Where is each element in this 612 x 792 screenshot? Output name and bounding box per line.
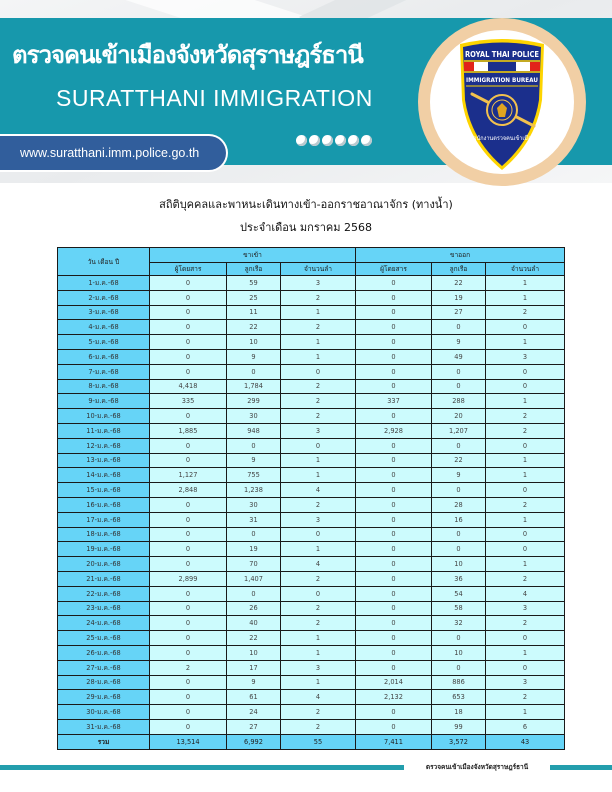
cell-in-ships: 2: [281, 705, 356, 720]
cell-date: 28-ม.ค.-68: [58, 675, 150, 690]
cell-in-passengers: 0: [150, 364, 227, 379]
cell-out-crew: 0: [432, 379, 486, 394]
cell-out-passengers: 2,132: [356, 690, 432, 705]
cell-in-ships: 2: [281, 290, 356, 305]
table-row: [58, 423, 565, 438]
cell-in-passengers: 0: [150, 645, 227, 660]
cell-out-crew: 16: [432, 512, 486, 527]
cell-out-crew: 27: [432, 305, 486, 320]
cell-out-ships: 2: [486, 409, 565, 424]
cell-date: 11-ม.ค.-68: [58, 423, 150, 438]
table-row: [58, 601, 565, 616]
cell-out-ships: 1: [486, 276, 565, 291]
dot-icon: [322, 135, 333, 146]
cell-date: 30-ม.ค.-68: [58, 705, 150, 720]
cell-in-ships: 1: [281, 631, 356, 646]
cell-out-passengers: 0: [356, 631, 432, 646]
cell-in-ships: 2: [281, 497, 356, 512]
cell-in-ships: 2: [281, 320, 356, 335]
cell-in-crew: 1,238: [227, 483, 281, 498]
cell-out-crew: 28: [432, 497, 486, 512]
cell-out-passengers: 0: [356, 438, 432, 453]
table-row: [58, 645, 565, 660]
table-row: [58, 719, 565, 734]
table-row: [58, 586, 565, 601]
cell-in-crew: 9: [227, 349, 281, 364]
cell-out-passengers: 0: [356, 527, 432, 542]
cell-out-ships: 3: [486, 675, 565, 690]
table-row: [58, 335, 565, 350]
cell-out-ships: 2: [486, 571, 565, 586]
total-out-passengers: 7,411: [356, 734, 432, 749]
cell-in-passengers: 2: [150, 660, 227, 675]
cell-out-ships: 0: [486, 438, 565, 453]
cell-in-crew: 948: [227, 423, 281, 438]
cell-date: 17-ม.ค.-68: [58, 512, 150, 527]
cell-out-ships: 0: [486, 660, 565, 675]
cell-date: 4-ม.ค.-68: [58, 320, 150, 335]
cell-in-ships: 1: [281, 305, 356, 320]
cell-out-crew: 0: [432, 542, 486, 557]
cell-date: 8-ม.ค.-68: [58, 379, 150, 394]
cell-out-crew: 0: [432, 660, 486, 675]
cell-date: 5-ม.ค.-68: [58, 335, 150, 350]
logo-inner-circle: [430, 30, 574, 174]
cell-out-passengers: 0: [356, 320, 432, 335]
cell-out-crew: 58: [432, 601, 486, 616]
statistics-table: [57, 247, 565, 750]
cell-out-crew: 49: [432, 349, 486, 364]
cell-out-passengers: 0: [356, 379, 432, 394]
table-row: [58, 705, 565, 720]
table-row: [58, 320, 565, 335]
cell-out-passengers: 0: [356, 557, 432, 572]
cell-in-ships: 4: [281, 557, 356, 572]
logo-top-text: ROYAL THAI POLICE: [465, 50, 539, 59]
cell-in-crew: 59: [227, 276, 281, 291]
cell-in-ships: 3: [281, 660, 356, 675]
cell-out-passengers: 0: [356, 364, 432, 379]
cell-in-crew: 30: [227, 497, 281, 512]
cell-in-crew: 1,407: [227, 571, 281, 586]
cell-in-passengers: 0: [150, 438, 227, 453]
cell-out-crew: 9: [432, 335, 486, 350]
cell-out-passengers: 0: [356, 483, 432, 498]
cell-in-passengers: 0: [150, 586, 227, 601]
cell-out-passengers: 0: [356, 497, 432, 512]
cell-date: 9-ม.ค.-68: [58, 394, 150, 409]
cell-in-ships: 4: [281, 690, 356, 705]
cell-date: 14-ม.ค.-68: [58, 468, 150, 483]
table-row: [58, 349, 565, 364]
cell-in-crew: 70: [227, 557, 281, 572]
cell-in-ships: 2: [281, 409, 356, 424]
cell-in-passengers: 0: [150, 675, 227, 690]
footer-text: ตรวจคนเข้าเมืองจังหวัดสุราษฎร์ธานี: [425, 763, 529, 771]
cell-date: 19-ม.ค.-68: [58, 542, 150, 557]
cell-out-ships: 2: [486, 305, 565, 320]
cell-in-passengers: 0: [150, 497, 227, 512]
cell-in-crew: 27: [227, 719, 281, 734]
cell-out-crew: 0: [432, 631, 486, 646]
cell-out-ships: 1: [486, 335, 565, 350]
cell-out-crew: 10: [432, 645, 486, 660]
cell-in-ships: 0: [281, 364, 356, 379]
cell-in-passengers: 335: [150, 394, 227, 409]
cell-out-passengers: 0: [356, 645, 432, 660]
cell-in-passengers: 0: [150, 320, 227, 335]
cell-in-crew: 299: [227, 394, 281, 409]
flag-red-left: [464, 62, 474, 71]
cell-in-passengers: 1,127: [150, 468, 227, 483]
flag-red-right: [530, 62, 540, 71]
table-row: [58, 453, 565, 468]
table-row: [58, 616, 565, 631]
cell-date: 29-ม.ค.-68: [58, 690, 150, 705]
cell-out-crew: 99: [432, 719, 486, 734]
cell-out-ships: 1: [486, 290, 565, 305]
cell-date: 2-ม.ค.-68: [58, 290, 150, 305]
cell-out-passengers: 2,928: [356, 423, 432, 438]
cell-in-ships: 1: [281, 335, 356, 350]
dot-icon: [309, 135, 320, 146]
cell-in-crew: 10: [227, 335, 281, 350]
cell-out-passengers: 0: [356, 512, 432, 527]
cell-out-crew: 0: [432, 364, 486, 379]
cell-out-ships: 2: [486, 423, 565, 438]
table-row: [58, 631, 565, 646]
column-header-in-crew: ลูกเรือ: [227, 263, 281, 276]
cell-out-crew: 0: [432, 527, 486, 542]
table-row: [58, 675, 565, 690]
cell-in-passengers: 0: [150, 335, 227, 350]
cell-date: 22-ม.ค.-68: [58, 586, 150, 601]
cell-in-ships: 3: [281, 512, 356, 527]
dot-icon: [335, 135, 346, 146]
cell-out-crew: 54: [432, 586, 486, 601]
cell-date: 15-ม.ค.-68: [58, 483, 150, 498]
cell-in-crew: 61: [227, 690, 281, 705]
cell-out-passengers: 2,014: [356, 675, 432, 690]
cell-out-crew: 20: [432, 409, 486, 424]
cell-in-passengers: 0: [150, 512, 227, 527]
cell-date: 31-ม.ค.-68: [58, 719, 150, 734]
cell-in-crew: 0: [227, 364, 281, 379]
cell-out-passengers: 0: [356, 719, 432, 734]
cell-date: 27-ม.ค.-68: [58, 660, 150, 675]
cell-in-ships: 3: [281, 276, 356, 291]
cell-in-crew: 11: [227, 305, 281, 320]
cell-date: 13-ม.ค.-68: [58, 453, 150, 468]
cell-in-crew: 9: [227, 453, 281, 468]
cell-in-ships: 2: [281, 601, 356, 616]
cell-in-passengers: 0: [150, 631, 227, 646]
table-row: [58, 468, 565, 483]
cell-out-ships: 3: [486, 349, 565, 364]
cell-date: 12-ม.ค.-68: [58, 438, 150, 453]
cell-out-ships: 0: [486, 379, 565, 394]
cell-in-passengers: 0: [150, 616, 227, 631]
cell-out-ships: 1: [486, 468, 565, 483]
cell-out-crew: 22: [432, 276, 486, 291]
cell-in-crew: 9: [227, 675, 281, 690]
cell-in-passengers: 0: [150, 290, 227, 305]
table-row: [58, 276, 565, 291]
cell-out-crew: 36: [432, 571, 486, 586]
cell-out-ships: 1: [486, 645, 565, 660]
cell-out-ships: 1: [486, 705, 565, 720]
cell-in-passengers: 0: [150, 705, 227, 720]
cell-out-passengers: 0: [356, 616, 432, 631]
table-row: [58, 497, 565, 512]
cell-in-passengers: 0: [150, 557, 227, 572]
cell-date: 16-ม.ค.-68: [58, 497, 150, 512]
cell-out-ships: 2: [486, 690, 565, 705]
cell-in-crew: 17: [227, 660, 281, 675]
cell-in-ships: 4: [281, 483, 356, 498]
cell-in-ships: 1: [281, 675, 356, 690]
dot-icon: [348, 135, 359, 146]
cell-in-ships: 2: [281, 719, 356, 734]
cell-in-ships: 2: [281, 379, 356, 394]
table-body: [58, 276, 565, 735]
logo-middle-text: IMMIGRATION BUREAU: [466, 77, 539, 84]
cell-in-crew: 0: [227, 438, 281, 453]
cell-out-crew: 0: [432, 438, 486, 453]
cell-out-crew: 18: [432, 705, 486, 720]
cell-out-ships: 1: [486, 512, 565, 527]
cell-date: 10-ม.ค.-68: [58, 409, 150, 424]
cell-out-passengers: 0: [356, 705, 432, 720]
cell-date: 18-ม.ค.-68: [58, 527, 150, 542]
cell-out-crew: 9: [432, 468, 486, 483]
cell-in-passengers: 0: [150, 542, 227, 557]
cell-out-passengers: 0: [356, 276, 432, 291]
cell-in-ships: 2: [281, 616, 356, 631]
column-group-inbound: ขาเข้า: [150, 248, 356, 263]
total-in-ships: 55: [281, 734, 356, 749]
cell-in-crew: 26: [227, 601, 281, 616]
table-row: [58, 483, 565, 498]
cell-out-passengers: 0: [356, 453, 432, 468]
cell-in-crew: 22: [227, 631, 281, 646]
cell-out-passengers: 0: [356, 601, 432, 616]
cell-out-passengers: 0: [356, 542, 432, 557]
cell-in-ships: 1: [281, 542, 356, 557]
cell-out-passengers: 0: [356, 335, 432, 350]
cell-out-passengers: 0: [356, 468, 432, 483]
cell-out-passengers: 0: [356, 586, 432, 601]
cell-in-ships: 2: [281, 394, 356, 409]
cell-in-passengers: 0: [150, 601, 227, 616]
cell-out-ships: 4: [486, 586, 565, 601]
cell-in-passengers: 0: [150, 276, 227, 291]
cell-in-passengers: 0: [150, 719, 227, 734]
cell-out-ships: 0: [486, 364, 565, 379]
column-header-date: วัน เดือน ปี: [58, 248, 150, 276]
cell-out-crew: 10: [432, 557, 486, 572]
cell-in-passengers: 2,848: [150, 483, 227, 498]
column-header-in-passengers: ผู้โดยสาร: [150, 263, 227, 276]
cell-in-passengers: 0: [150, 349, 227, 364]
cell-in-crew: 0: [227, 586, 281, 601]
cell-in-crew: 31: [227, 512, 281, 527]
cell-out-ships: 3: [486, 601, 565, 616]
logo-bottom-text: สำนักงานตรวจคนเข้าเมือง: [470, 135, 540, 142]
cell-date: 24-ม.ค.-68: [58, 616, 150, 631]
total-in-passengers: 13,514: [150, 734, 227, 749]
cell-out-crew: 653: [432, 690, 486, 705]
column-header-out-ships: จำนวนลำ: [486, 263, 565, 276]
total-row: [58, 734, 565, 749]
cell-date: 7-ม.ค.-68: [58, 364, 150, 379]
cell-in-ships: 1: [281, 468, 356, 483]
table-row: [58, 512, 565, 527]
cell-date: 3-ม.ค.-68: [58, 305, 150, 320]
cell-in-passengers: 1,885: [150, 423, 227, 438]
cell-in-crew: 0: [227, 527, 281, 542]
cell-out-crew: 288: [432, 394, 486, 409]
document-subtitle: ประจำเดือน มกราคม 2568: [239, 221, 373, 234]
dot-icon: [296, 135, 307, 146]
cell-in-passengers: 0: [150, 527, 227, 542]
cell-out-crew: 32: [432, 616, 486, 631]
cell-date: 21-ม.ค.-68: [58, 571, 150, 586]
cell-in-ships: 0: [281, 527, 356, 542]
cell-out-passengers: 0: [356, 290, 432, 305]
cell-out-ships: 1: [486, 557, 565, 572]
cell-out-ships: 0: [486, 631, 565, 646]
cell-in-passengers: 2,899: [150, 571, 227, 586]
cell-in-ships: 0: [281, 586, 356, 601]
table-row: [58, 305, 565, 320]
cell-in-passengers: 4,418: [150, 379, 227, 394]
cell-out-crew: 0: [432, 483, 486, 498]
cell-in-ships: 1: [281, 453, 356, 468]
cell-in-crew: 40: [227, 616, 281, 631]
cell-out-passengers: 337: [356, 394, 432, 409]
header-title-english: SURATTHANI IMMIGRATION: [56, 85, 373, 111]
cell-date: 25-ม.ค.-68: [58, 631, 150, 646]
cell-out-ships: 6: [486, 719, 565, 734]
cell-date: 6-ม.ค.-68: [58, 349, 150, 364]
cell-in-crew: 22: [227, 320, 281, 335]
cell-in-passengers: 0: [150, 690, 227, 705]
cell-out-passengers: 0: [356, 349, 432, 364]
table-row: [58, 379, 565, 394]
total-out-ships: 43: [486, 734, 565, 749]
cell-out-crew: 22: [432, 453, 486, 468]
cell-out-ships: 0: [486, 542, 565, 557]
column-header-out-passengers: ผู้โดยสาร: [356, 263, 432, 276]
cell-out-ships: 0: [486, 483, 565, 498]
cell-out-ships: 0: [486, 527, 565, 542]
total-in-crew: 6,992: [227, 734, 281, 749]
cell-in-crew: 25: [227, 290, 281, 305]
cell-in-crew: 10: [227, 645, 281, 660]
cell-in-ships: 1: [281, 349, 356, 364]
cell-in-crew: 755: [227, 468, 281, 483]
cell-in-ships: 2: [281, 571, 356, 586]
cell-out-crew: 886: [432, 675, 486, 690]
decorative-dots: [296, 135, 372, 146]
table-row: [58, 409, 565, 424]
table-row: [58, 290, 565, 305]
cell-out-ships: 2: [486, 616, 565, 631]
cell-out-passengers: 0: [356, 660, 432, 675]
police-badge-logo: [418, 18, 586, 186]
cell-in-ships: 1: [281, 645, 356, 660]
website-url[interactable]: www.suratthani.imm.police.go.th: [20, 146, 200, 160]
cell-in-passengers: 0: [150, 409, 227, 424]
table-row: [58, 690, 565, 705]
table-row: [58, 660, 565, 675]
cell-out-passengers: 0: [356, 409, 432, 424]
cell-date: 20-ม.ค.-68: [58, 557, 150, 572]
cell-date: 1-ม.ค.-68: [58, 276, 150, 291]
cell-out-crew: 1,207: [432, 423, 486, 438]
table-row: [58, 557, 565, 572]
cell-date: 26-ม.ค.-68: [58, 645, 150, 660]
document-title: สถิติบุคคลและพาหนะเดินทางเข้า-ออกราชอาณาจักร (ทางน้ำ): [159, 198, 453, 211]
table-row: [58, 364, 565, 379]
dot-icon: [361, 135, 372, 146]
cell-out-ships: 1: [486, 453, 565, 468]
table-row: [58, 438, 565, 453]
cell-out-passengers: 0: [356, 571, 432, 586]
footer-bar-right: [550, 765, 612, 770]
cell-out-ships: 1: [486, 394, 565, 409]
table-row: [58, 571, 565, 586]
police-shield-icon: [430, 30, 574, 174]
cell-out-ships: 0: [486, 320, 565, 335]
total-label: รวม: [58, 734, 150, 749]
cell-out-crew: 0: [432, 320, 486, 335]
column-header-out-crew: ลูกเรือ: [432, 263, 486, 276]
cell-in-ships: 3: [281, 423, 356, 438]
cell-in-passengers: 0: [150, 305, 227, 320]
cell-out-crew: 19: [432, 290, 486, 305]
cell-out-ships: 2: [486, 497, 565, 512]
cell-in-ships: 0: [281, 438, 356, 453]
cell-in-crew: 1,784: [227, 379, 281, 394]
table-row: [58, 394, 565, 409]
table-row: [58, 542, 565, 557]
column-group-outbound: ขาออก: [356, 248, 565, 263]
cell-date: 23-ม.ค.-68: [58, 601, 150, 616]
cell-in-passengers: 0: [150, 453, 227, 468]
cell-out-passengers: 0: [356, 305, 432, 320]
cell-in-crew: 30: [227, 409, 281, 424]
cell-in-crew: 19: [227, 542, 281, 557]
flag-blue-center: [488, 62, 516, 71]
column-header-in-ships: จำนวนลำ: [281, 263, 356, 276]
total-out-crew: 3,572: [432, 734, 486, 749]
cell-in-crew: 24: [227, 705, 281, 720]
table-row: [58, 527, 565, 542]
footer-bar-left: [0, 765, 404, 770]
website-url-pill[interactable]: [0, 134, 228, 172]
header-title-thai: ตรวจคนเข้าเมืองจังหวัดสุราษฎร์ธานี: [12, 41, 363, 69]
